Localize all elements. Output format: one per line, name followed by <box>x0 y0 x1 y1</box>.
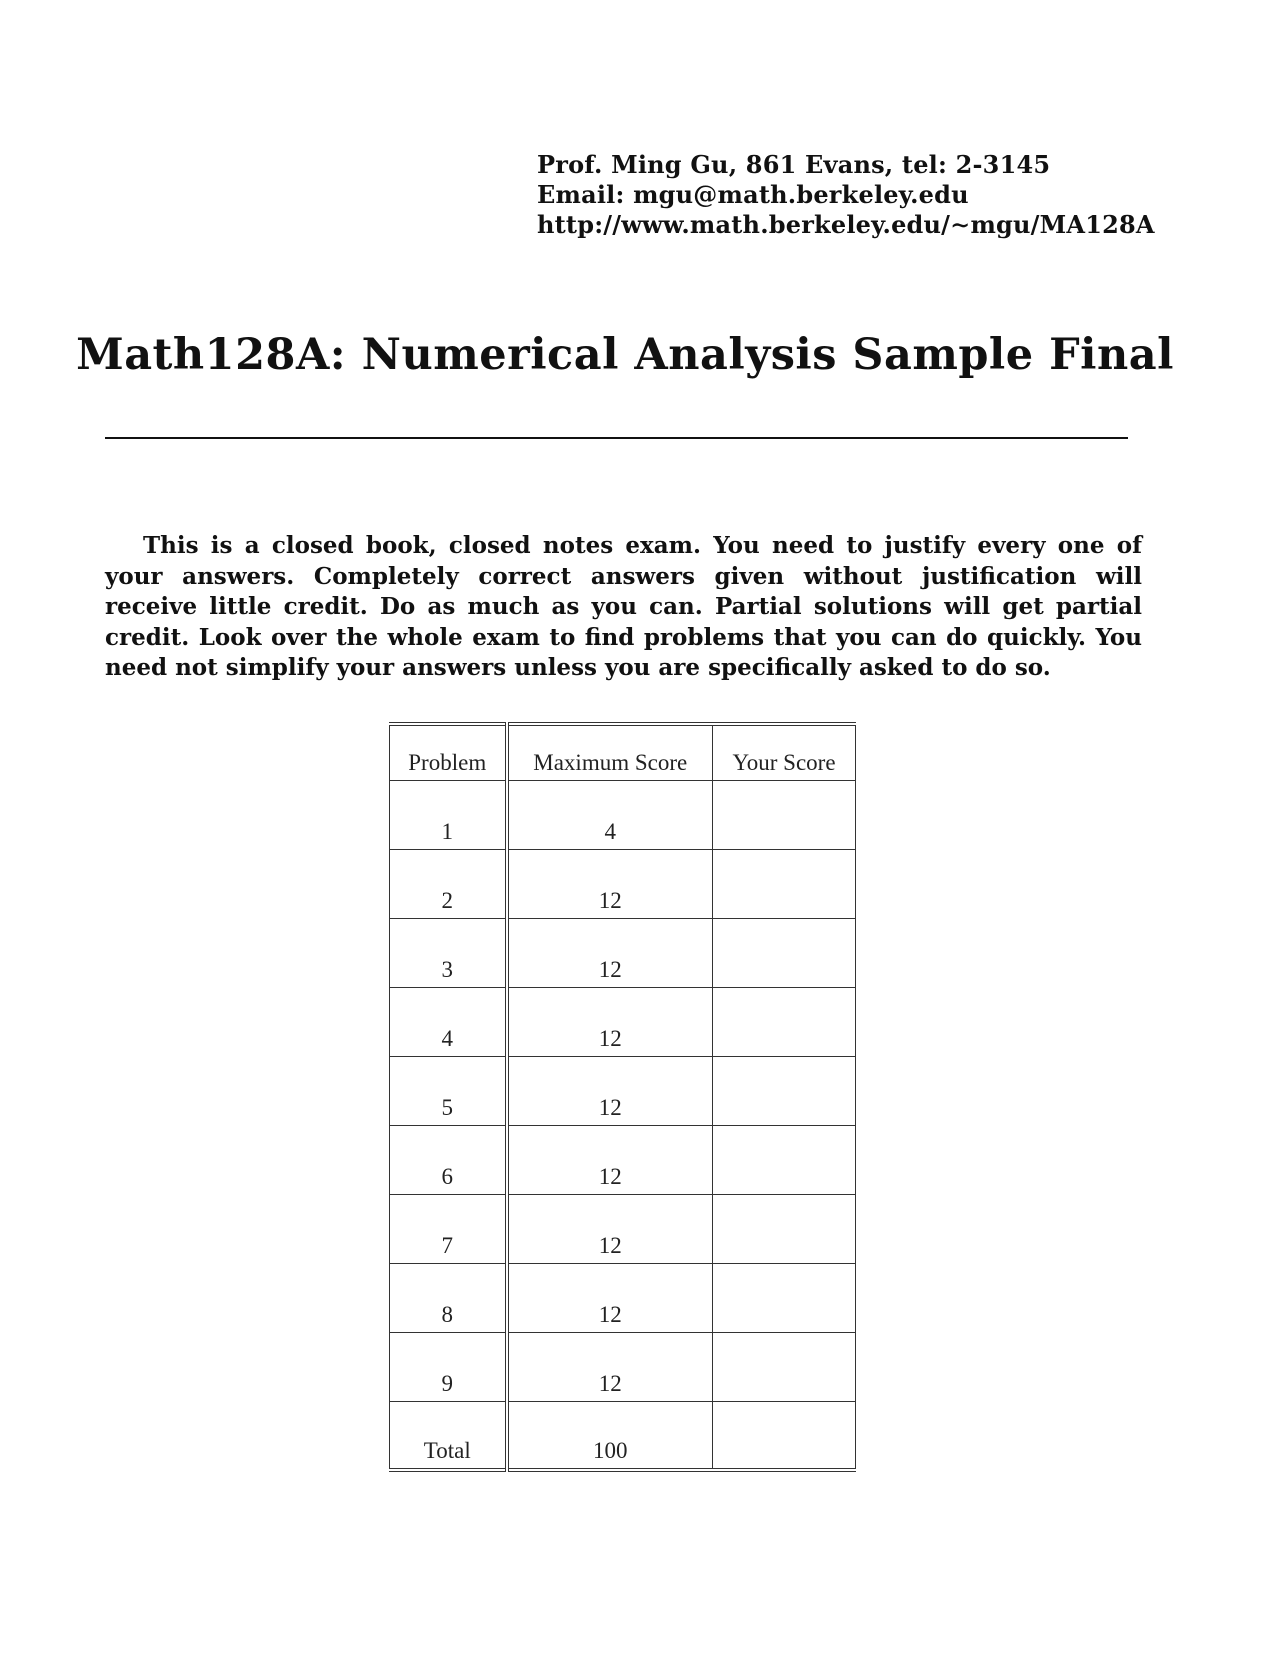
table-row <box>390 1056 856 1125</box>
your-score-cell[interactable] <box>713 1332 856 1401</box>
problem-number: 4 <box>390 987 507 1056</box>
total-label: Total <box>390 1401 507 1470</box>
course-url-line: http://www.math.berkeley.edu/∼mgu/MA128A <box>537 210 1155 239</box>
score-table-header-row <box>390 724 856 780</box>
problem-number: 3 <box>390 918 507 987</box>
maximum-score: 12 <box>507 1056 713 1125</box>
problem-number: 9 <box>390 1332 507 1401</box>
your-score-cell[interactable] <box>713 1263 856 1332</box>
title-divider <box>105 437 1128 439</box>
maximum-score: 12 <box>507 918 713 987</box>
maximum-score: 12 <box>507 1332 713 1401</box>
your-score-cell[interactable] <box>713 1194 856 1263</box>
table-row <box>390 1125 856 1194</box>
table-row-total <box>390 1401 856 1470</box>
your-score-cell[interactable] <box>713 1056 856 1125</box>
maximum-score: 12 <box>507 849 713 918</box>
table-row <box>390 918 856 987</box>
total-maximum-score: 100 <box>507 1401 713 1470</box>
your-score-cell[interactable] <box>713 780 856 849</box>
maximum-score: 12 <box>507 1263 713 1332</box>
problem-number: 8 <box>390 1263 507 1332</box>
instructor-contact-line: Prof. Ming Gu, 861 Evans, tel: 2-3145 <box>537 150 1051 179</box>
table-row <box>390 1194 856 1263</box>
problem-number: 7 <box>390 1194 507 1263</box>
your-score-cell[interactable] <box>713 849 856 918</box>
maximum-score: 12 <box>507 1125 713 1194</box>
problem-number: 6 <box>390 1125 507 1194</box>
problem-number: 5 <box>390 1056 507 1125</box>
maximum-score: 12 <box>507 1194 713 1263</box>
header-maximum-score: Maximum Score <box>507 724 713 780</box>
maximum-score: 12 <box>507 987 713 1056</box>
table-row <box>390 780 856 849</box>
score-table <box>389 722 856 1472</box>
your-score-cell[interactable] <box>713 918 856 987</box>
your-score-cell[interactable] <box>713 987 856 1056</box>
instructor-email-line: Email: mgu@math.berkeley.edu <box>537 180 969 209</box>
total-your-score-cell[interactable] <box>713 1401 856 1470</box>
table-row <box>390 849 856 918</box>
problem-number: 2 <box>390 849 507 918</box>
header-your-score: Your Score <box>713 724 856 780</box>
table-row <box>390 1263 856 1332</box>
your-score-cell[interactable] <box>713 1125 856 1194</box>
exam-instructions: This is a closed book, closed notes exam. You need to justify every one of your answers. Completely correct answers given without justification will receive little credit. Do as much as you can. Partial solutions will get partial credit. Look over the whole exam to find problems that you can do quickly. You need not simplify your answers unless you are specifically asked to do so. <box>105 532 1142 681</box>
instructor-info <box>537 150 1155 240</box>
problem-number: 1 <box>390 780 507 849</box>
table-row <box>390 987 856 1056</box>
table-row <box>390 1332 856 1401</box>
maximum-score: 4 <box>507 780 713 849</box>
header-problem: Problem <box>390 724 507 780</box>
exam-title: Math128A: Numerical Analysis Sample Final <box>76 330 1174 380</box>
